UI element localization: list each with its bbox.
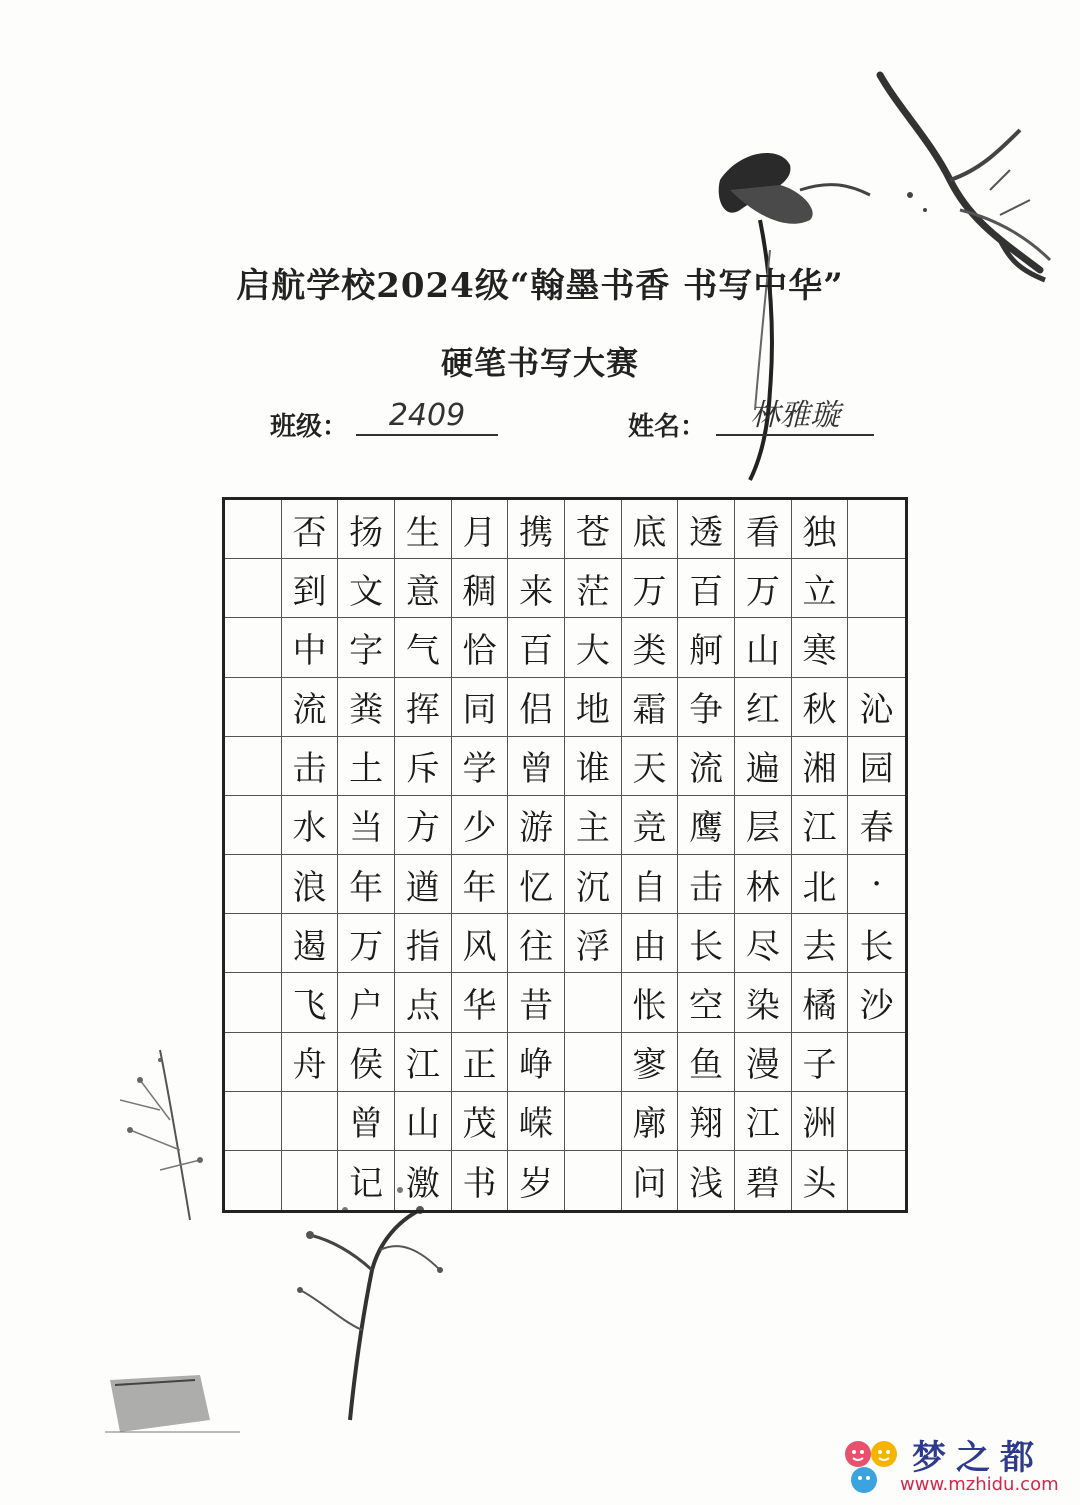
grid-cell: 寒 (792, 618, 849, 677)
grid-cell (225, 618, 282, 677)
grid-cell: 地 (565, 678, 622, 737)
grid-cell: 苍 (565, 500, 622, 559)
grid-cell: 携 (508, 500, 565, 559)
grid-cell: 嵘 (508, 1092, 565, 1151)
grid-cell: 正 (452, 1033, 509, 1092)
grid-cell: 遏 (282, 914, 339, 973)
grid-cell: 廓 (622, 1092, 679, 1151)
grid-cell: 忆 (508, 855, 565, 914)
grid-cell: 年 (452, 855, 509, 914)
grid-cell: 击 (678, 855, 735, 914)
grid-cell: 指 (395, 914, 452, 973)
grid-cell: 水 (282, 796, 339, 855)
grid-cell (225, 678, 282, 737)
grid-cell: 问 (622, 1151, 679, 1210)
grid-cell: 记 (338, 1151, 395, 1210)
grid-cell: 昔 (508, 973, 565, 1032)
page-subtitle: 硬笔书写大赛 (440, 344, 639, 382)
grid-cell: 碧 (735, 1151, 792, 1210)
grid-cell: 百 (508, 618, 565, 677)
grid-cell: 洲 (792, 1092, 849, 1151)
grid-cell: 林 (735, 855, 792, 914)
grid-cell: 江 (395, 1033, 452, 1092)
grid-cell (848, 1033, 905, 1092)
watermark-url[interactable]: www.mzhidu.com (900, 1474, 1059, 1495)
grid-cell: 头 (792, 1151, 849, 1210)
grid-cell: 尽 (735, 914, 792, 973)
watermark-name: 梦之都 (912, 1438, 1044, 1478)
grid-cell: 少 (452, 796, 509, 855)
grid-cell: 茫 (565, 559, 622, 618)
grid-cell: 霜 (622, 678, 679, 737)
grid-cell: 主 (565, 796, 622, 855)
grid-cell: 春 (848, 796, 905, 855)
grid-cell: 来 (508, 559, 565, 618)
class-field[interactable]: 2409 (356, 398, 498, 436)
grid-cell: 山 (395, 1092, 452, 1151)
grid-cell: 沁 (848, 678, 905, 737)
grid-cell: 寥 (622, 1033, 679, 1092)
grid-cell: 万 (735, 559, 792, 618)
grid-cell: 扬 (338, 500, 395, 559)
grid-cell: 文 (338, 559, 395, 618)
grid-cell: 恰 (452, 618, 509, 677)
grid-cell: 年 (338, 855, 395, 914)
grid-cell (225, 737, 282, 796)
grid-cell: 鱼 (678, 1033, 735, 1092)
grid-cell: 漫 (735, 1033, 792, 1092)
grid-cell (225, 973, 282, 1032)
grid-cell (225, 1092, 282, 1151)
grid-cell (565, 1151, 622, 1210)
grid-cell: 独 (792, 500, 849, 559)
watermark (840, 1430, 1072, 1500)
grid-cell: 流 (678, 737, 735, 796)
grid-cell (225, 855, 282, 914)
grid-cell (225, 1151, 282, 1210)
grid-cell: 怅 (622, 973, 679, 1032)
smiley-bubbles-logo-icon (842, 1436, 904, 1496)
grid-cell: 立 (792, 559, 849, 618)
grid-cell: 山 (735, 618, 792, 677)
page-title: 启航学校2024级“翰墨书香 书写中华” (236, 266, 844, 306)
grid-cell: 意 (395, 559, 452, 618)
grid-cell: 书 (452, 1151, 509, 1210)
grid-cell: 红 (735, 678, 792, 737)
grid-cell: 空 (678, 973, 735, 1032)
grid-cell: 鹰 (678, 796, 735, 855)
grid-cell: 挥 (395, 678, 452, 737)
grid-cell: 激 (395, 1151, 452, 1210)
grid-cell: 点 (395, 973, 452, 1032)
grid-cell: 土 (338, 737, 395, 796)
grid-cell: 同 (452, 678, 509, 737)
grid-cell: 谁 (565, 737, 622, 796)
grid-cell: 竞 (622, 796, 679, 855)
grid-cell: 生 (395, 500, 452, 559)
grid-cell (225, 914, 282, 973)
grid-cell: 浪 (282, 855, 339, 914)
writing-grid (222, 497, 908, 1213)
grid-cell: 峥 (508, 1033, 565, 1092)
name-field[interactable]: 林雅璇 (716, 398, 874, 436)
grid-cell: 万 (338, 914, 395, 973)
grid-cell (225, 500, 282, 559)
grid-cell (848, 618, 905, 677)
grid-cell (565, 1033, 622, 1092)
grid-cell (848, 1151, 905, 1210)
grid-cell: 浅 (678, 1151, 735, 1210)
grid-cell: 类 (622, 618, 679, 677)
grid-cell: 浮 (565, 914, 622, 973)
grid-cell: 舸 (678, 618, 735, 677)
grid-cell: 否 (282, 500, 339, 559)
grid-cell: 争 (678, 678, 735, 737)
grid-cell: 遍 (735, 737, 792, 796)
class-label: 班级： (270, 412, 349, 442)
grid-cell (225, 559, 282, 618)
grid-cell (282, 1151, 339, 1210)
grid-cell: 茂 (452, 1092, 509, 1151)
grid-cell: 当 (338, 796, 395, 855)
grid-cell: 天 (622, 737, 679, 796)
grid-cell: 由 (622, 914, 679, 973)
grid-cell: 华 (452, 973, 509, 1032)
grid-cell: 侯 (338, 1033, 395, 1092)
grid-cell: 风 (452, 914, 509, 973)
grid-cell: 流 (282, 678, 339, 737)
grid-cell: 学 (452, 737, 509, 796)
grid-cell (565, 973, 622, 1032)
grid-cell: 斥 (395, 737, 452, 796)
grid-cell: 子 (792, 1033, 849, 1092)
grid-cell (848, 500, 905, 559)
grid-cell: 曾 (338, 1092, 395, 1151)
grid-cell: 百 (678, 559, 735, 618)
grid-cell: 气 (395, 618, 452, 677)
grid-cell: 大 (565, 618, 622, 677)
grid-cell (282, 1092, 339, 1151)
grid-cell: 岁 (508, 1151, 565, 1210)
grid-cell: 底 (622, 500, 679, 559)
grid-cell: 秋 (792, 678, 849, 737)
grid-cell: 江 (792, 796, 849, 855)
grid-cell (225, 796, 282, 855)
grid-cell: 稠 (452, 559, 509, 618)
grid-cell: 遒 (395, 855, 452, 914)
grid-cell: 染 (735, 973, 792, 1032)
grid-cell (848, 559, 905, 618)
grid-cell: 江 (735, 1092, 792, 1151)
grid-cell: 粪 (338, 678, 395, 737)
grid-cell: 户 (338, 973, 395, 1032)
grid-cell: 园 (848, 737, 905, 796)
grid-cell: 长 (678, 914, 735, 973)
grid-cell: 湘 (792, 737, 849, 796)
grid-cell (225, 1033, 282, 1092)
grid-cell: 飞 (282, 973, 339, 1032)
grid-cell (565, 1092, 622, 1151)
grid-cell: 方 (395, 796, 452, 855)
grid-cell: 游 (508, 796, 565, 855)
grid-cell: 沙 (848, 973, 905, 1032)
grid-cell: 中 (282, 618, 339, 677)
name-label: 姓名： (628, 412, 707, 442)
grid-cell: 月 (452, 500, 509, 559)
grid-cell: 橘 (792, 973, 849, 1032)
grid-cell: 字 (338, 618, 395, 677)
grid-cell: 击 (282, 737, 339, 796)
grid-cell: 层 (735, 796, 792, 855)
grid-cell: · (848, 855, 905, 914)
grid-cell: 侣 (508, 678, 565, 737)
grid-cell: 沉 (565, 855, 622, 914)
grid-cell: 到 (282, 559, 339, 618)
grid-cell: 北 (792, 855, 849, 914)
grid-cell: 长 (848, 914, 905, 973)
grid-cell: 往 (508, 914, 565, 973)
grid-cell (848, 1092, 905, 1151)
grid-cell: 万 (622, 559, 679, 618)
grid-cell: 去 (792, 914, 849, 973)
grid-cell: 自 (622, 855, 679, 914)
grid-cell: 透 (678, 500, 735, 559)
grid-cell: 曾 (508, 737, 565, 796)
grid-cell: 舟 (282, 1033, 339, 1092)
grid-cell: 看 (735, 500, 792, 559)
grid-cell: 翔 (678, 1092, 735, 1151)
